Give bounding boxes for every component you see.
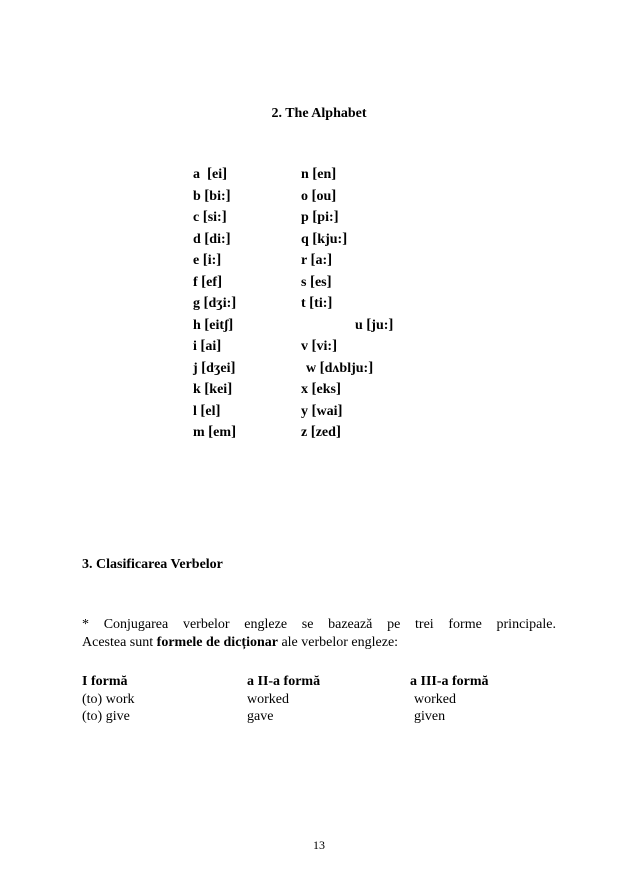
- pronunciation: em: [213, 425, 232, 440]
- pronunciation: pi:: [317, 210, 334, 225]
- verb-form: worked: [414, 691, 456, 707]
- pronunciation: bi:: [209, 188, 226, 204]
- alphabet-entry: h [eitʃ]: [193, 316, 234, 333]
- pronunciation: el: [205, 403, 216, 419]
- letter: c: [193, 210, 200, 225]
- pronunciation: i:: [207, 253, 217, 268]
- page-number: 13: [313, 838, 325, 852]
- letter: a: [193, 167, 200, 182]
- alphabet-entry: c [si:]: [193, 209, 227, 225]
- pronunciation: zed: [315, 425, 336, 440]
- letter: e: [193, 253, 200, 268]
- pronunciation: si:: [207, 210, 222, 225]
- alphabet-entry: b [bi:]: [193, 187, 231, 204]
- alphabet-entry: r [a:]: [301, 252, 333, 268]
- alphabet-entry: k [kei]: [193, 381, 233, 397]
- pronunciation: a:: [315, 253, 328, 268]
- verb-form: (to) work: [82, 691, 135, 707]
- paragraph-line: [82, 634, 556, 652]
- alphabet-entry: s [es]: [301, 273, 332, 290]
- alphabet-entry: v [vi:]: [301, 338, 338, 354]
- letter: k: [193, 382, 201, 397]
- alphabet-entry: a [ei]: [193, 166, 228, 182]
- pronunciation: ef: [206, 274, 218, 290]
- letter: n: [301, 167, 309, 182]
- pronunciation: wai: [316, 403, 338, 419]
- verb-form: gave: [247, 709, 274, 724]
- letter: y: [301, 403, 308, 419]
- bold-term: formele de dicționar: [156, 635, 278, 650]
- alphabet-entry: o [ou]: [301, 187, 337, 204]
- alphabet-entry: t [ti:]: [301, 295, 333, 311]
- letter: o: [301, 188, 308, 204]
- alphabet-column-left: [193, 164, 236, 444]
- pronunciation: ti:: [314, 296, 328, 311]
- pronunciation: ei: [212, 167, 223, 182]
- alphabet-entry: u [ju:]: [355, 316, 394, 333]
- verb-form-column-3: [410, 673, 489, 726]
- alphabet-entry: x [eks]: [301, 381, 341, 397]
- letter: z: [301, 425, 308, 440]
- letter: p: [301, 210, 309, 225]
- verb-form: (to) give: [82, 709, 130, 724]
- letter: t: [301, 296, 306, 311]
- section-title-alphabet: 2. The Alphabet: [271, 106, 367, 121]
- paragraph-line: * Conjugarea verbelor engleze se bazează pe trei forme principale.: [82, 617, 556, 632]
- alphabet-entry: l [el]: [193, 402, 221, 419]
- alphabet-entry: j [dʒei]: [193, 359, 236, 376]
- alphabet-entry: e [i:]: [193, 252, 222, 268]
- letter: v: [301, 339, 308, 354]
- letter: u: [355, 317, 363, 333]
- alphabet-entry: m [em]: [193, 424, 237, 440]
- letter: r: [301, 253, 307, 268]
- intro-paragraph: [82, 616, 556, 652]
- pronunciation: dʒei: [206, 360, 231, 376]
- text: ale verbelor engleze:: [277, 635, 399, 650]
- pronunciation: ju:: [371, 317, 389, 333]
- pronunciation: kei: [209, 382, 228, 397]
- letter: i: [193, 339, 197, 354]
- alphabet-entry: n [en]: [301, 166, 337, 182]
- pronunciation: es: [314, 274, 327, 290]
- pronunciation: vi:: [316, 339, 333, 354]
- pronunciation: ai: [205, 339, 217, 354]
- text: Acestea sunt: [82, 635, 157, 650]
- letter: j: [193, 360, 198, 376]
- letter: m: [193, 425, 205, 440]
- letter: x: [301, 382, 308, 397]
- pronunciation: dʒi:: [208, 296, 232, 311]
- pronunciation: dʌblju:: [324, 360, 369, 376]
- letter: b: [193, 188, 201, 204]
- alphabet-entry: p [pi:]: [301, 209, 339, 225]
- column-header: I formă: [82, 674, 128, 689]
- alphabet-entry: f [ef]: [193, 273, 223, 290]
- pronunciation: eitʃ: [209, 317, 229, 333]
- alphabet-entry: g [dʒi:]: [193, 295, 237, 311]
- pronunciation: ou: [316, 188, 332, 204]
- verb-form-column-1: [82, 673, 135, 726]
- pronunciation: en: [317, 167, 332, 182]
- alphabet-entry: w [dʌblju:]: [306, 359, 374, 376]
- section-heading-verbs: 3. Clasificarea Verbelor: [82, 557, 223, 572]
- alphabet-entry: d [di:]: [193, 230, 231, 247]
- verb-form-column-2: [247, 673, 320, 726]
- letter: g: [193, 296, 200, 311]
- column-header: a III-a formă: [410, 674, 489, 689]
- letter: l: [193, 403, 197, 419]
- letter: q: [301, 231, 309, 247]
- alphabet-entry: i [ai]: [193, 338, 222, 354]
- letter: d: [193, 231, 201, 247]
- pronunciation: di:: [209, 231, 226, 247]
- column-header: a II-a formă: [247, 674, 321, 689]
- verb-form: given: [414, 709, 446, 724]
- letter: w: [306, 360, 317, 376]
- letter: h: [193, 317, 201, 333]
- alphabet-entry: z [zed]: [301, 424, 341, 440]
- verb-form: worked: [247, 691, 289, 707]
- letter: s: [301, 274, 307, 290]
- pronunciation: eks: [316, 382, 336, 397]
- alphabet-entry: y [wai]: [301, 402, 343, 419]
- alphabet-column-right: [301, 164, 393, 444]
- alphabet-entry: q [kju:]: [301, 230, 348, 247]
- letter: f: [193, 274, 198, 290]
- pronunciation: kju:: [317, 231, 343, 247]
